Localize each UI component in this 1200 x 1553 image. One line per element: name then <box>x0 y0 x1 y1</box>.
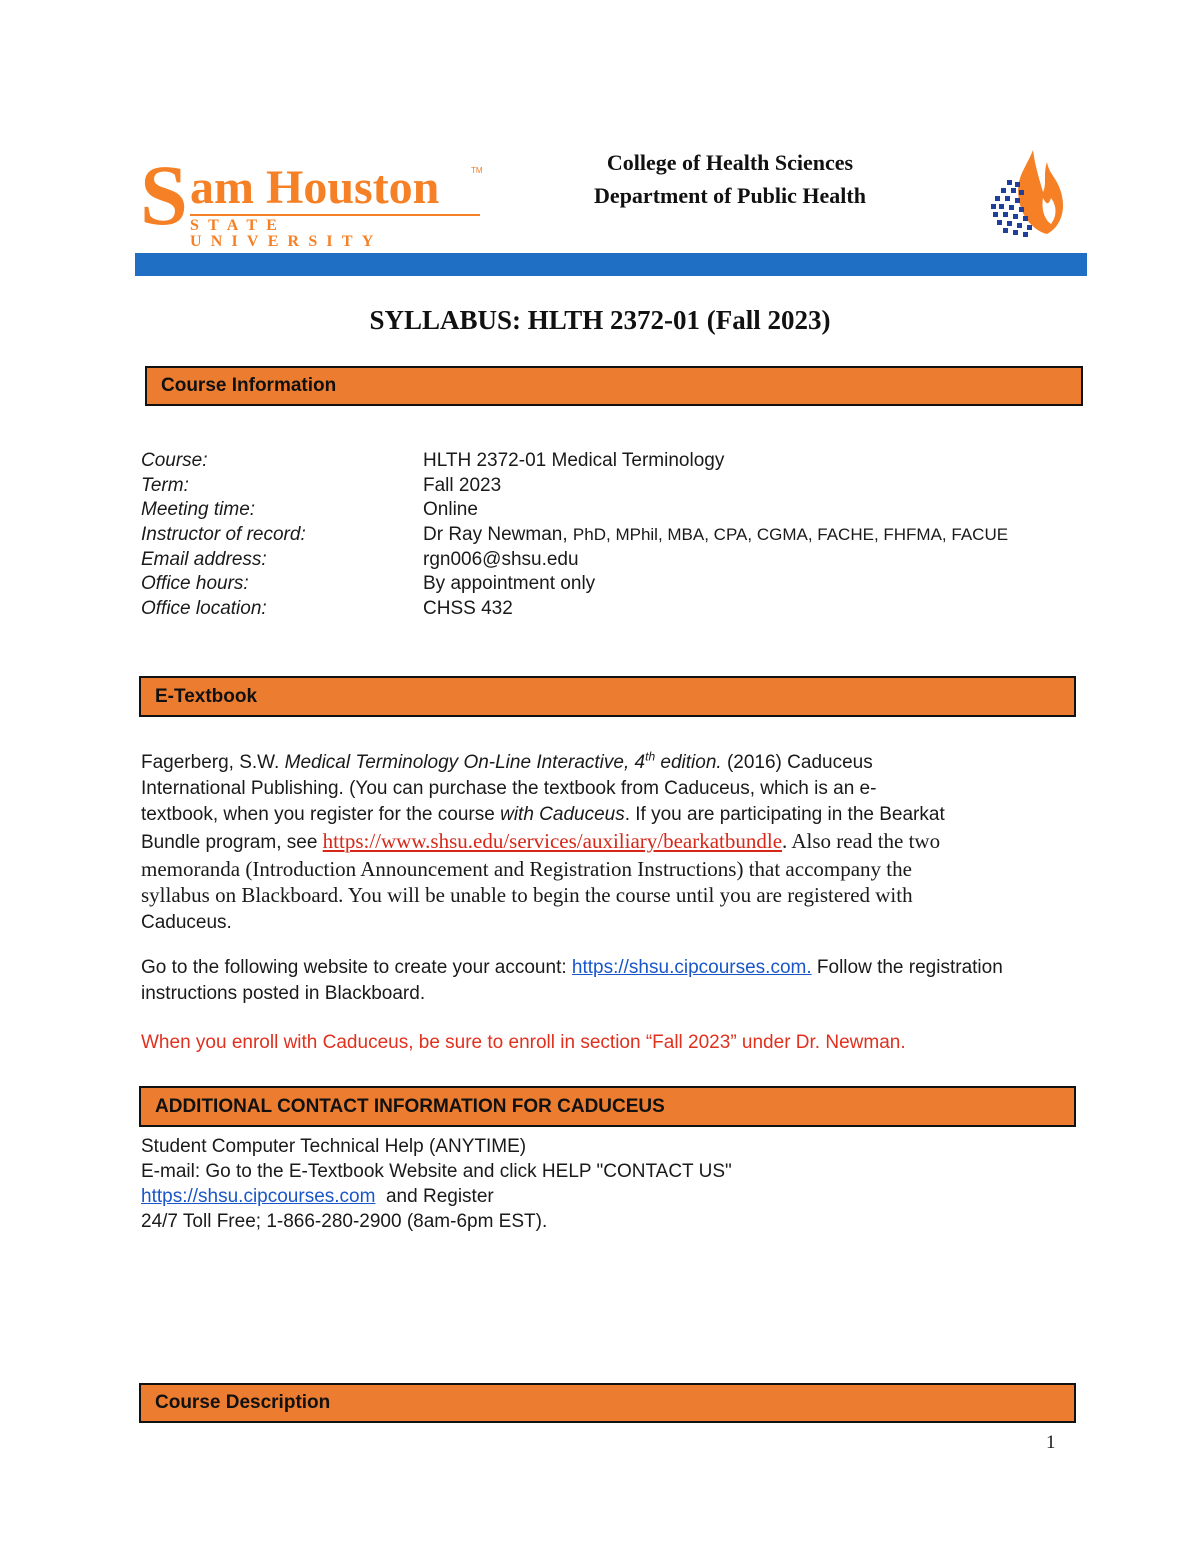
logo-word: am Houston <box>190 161 440 214</box>
cipcourses-register-link[interactable]: https://shsu.cipcourses.com <box>141 1186 376 1207</box>
book-title: Medical Terminology On-Line Interactive, 4 <box>284 752 646 773</box>
department-name: Department of Public Health <box>594 183 866 208</box>
info-value <box>423 523 1008 548</box>
logo-trademark: TM <box>471 166 483 175</box>
text-line <box>141 1184 732 1209</box>
contact-info <box>141 1134 732 1234</box>
info-value: By appointment only <box>423 573 596 595</box>
info-label: Meeting time: <box>141 499 256 521</box>
section-heading: Course Information <box>161 375 337 396</box>
page-title: SYLLABUS: HLTH 2372-01 (Fall 2023) <box>369 305 831 335</box>
edition-superscript: th <box>645 749 656 764</box>
logo-rule <box>190 214 480 216</box>
book-publisher-year: (2016) Caduceus <box>721 752 873 773</box>
flame-logo-icon <box>985 148 1070 238</box>
text-span: syllabus on Blackboard. You will be unable to begin the course until you are registered with <box>141 883 913 907</box>
text-line: Student Computer Technical Help (ANYTIME) <box>141 1136 527 1157</box>
info-value: Online <box>423 499 478 521</box>
text-span: Go to the following website to create your account: <box>141 957 572 978</box>
info-label: Office location: <box>141 598 267 620</box>
text-span: . If you are participating in the Bearkat <box>624 804 945 825</box>
info-label: Course: <box>141 450 208 471</box>
bearkat-bundle-link[interactable]: https://www.shsu.edu/services/auxiliary/bearkatbundle <box>322 829 783 853</box>
section-heading: E-Textbook <box>155 685 258 707</box>
text-span: . Also read the two <box>782 829 941 853</box>
text-span: textbook, when you register for the course <box>141 804 501 825</box>
section-e-textbook <box>139 676 1076 717</box>
text-line <box>141 750 1141 776</box>
section-heading: ADDITIONAL CONTACT INFORMATION FOR CADUCEUS <box>155 1095 665 1117</box>
account-paragraph <box>141 955 1151 1007</box>
cipcourses-link[interactable]: https://shsu.cipcourses.com. <box>571 957 812 978</box>
text-line: memoranda (Introduction Announcement and Registration Instructions) that accompany the <box>141 857 912 881</box>
logo-subtitle: STATE UNIVERSITY <box>190 217 383 250</box>
text-span: and Register <box>375 1186 494 1207</box>
info-value: CHSS 432 <box>423 598 513 620</box>
etextbook-paragraph <box>141 750 1141 936</box>
text-line <box>141 802 1141 828</box>
emphasis-text: with Caduceus <box>500 804 625 825</box>
info-value: rgn006@shsu.edu <box>423 548 579 570</box>
text-line: Caduceus. <box>141 912 232 933</box>
enrollment-notice: When you enroll with Caduceus, be sure to enroll in section “Fall 2023” under Dr. Newman. <box>141 1032 906 1053</box>
college-heading <box>560 146 900 212</box>
text-line <box>141 828 1141 856</box>
info-label: Office hours: <box>141 573 249 595</box>
text-span: Follow the registration <box>811 957 1003 978</box>
page-number: 1 <box>1046 1432 1056 1453</box>
section-additional-contact <box>139 1086 1076 1127</box>
text-span: Bundle program, see <box>141 832 323 853</box>
text-line: 24/7 Toll Free; 1-866-280-2900 (8am-6pm EST). <box>141 1211 548 1232</box>
text-line <box>141 882 1141 910</box>
instructor-credentials: PhD, MPhil, MBA, CPA, CGMA, FACHE, FHFMA, FACUE <box>572 525 1009 545</box>
header-divider-bar <box>135 253 1087 276</box>
section-heading: Course Description <box>155 1392 331 1413</box>
college-name: College of Health Sciences <box>606 150 854 175</box>
section-course-description <box>139 1383 1076 1423</box>
text-line <box>141 955 1151 981</box>
text-line: instructions posted in Blackboard. <box>141 983 426 1004</box>
section-course-information <box>145 366 1083 406</box>
book-edition: edition. <box>655 752 722 773</box>
shsu-logo <box>140 147 490 250</box>
info-label: Email address: <box>141 548 267 570</box>
info-label: Instructor of record: <box>141 524 306 546</box>
info-label: Term: <box>141 474 189 496</box>
text-line: International Publishing. (You can purchase the textbook from Caduceus, which is an e- <box>141 778 877 799</box>
book-author: Fagerberg, S.W. <box>141 752 285 773</box>
info-value: HLTH 2372-01 Medical Terminology <box>423 450 725 471</box>
info-value: Fall 2023 <box>423 474 502 496</box>
text-line: E-mail: Go to the E-Textbook Website and click HELP "CONTACT US" <box>141 1161 732 1182</box>
instructor-name: Dr Ray Newman, <box>423 524 573 546</box>
logo-initial: S <box>140 147 188 243</box>
